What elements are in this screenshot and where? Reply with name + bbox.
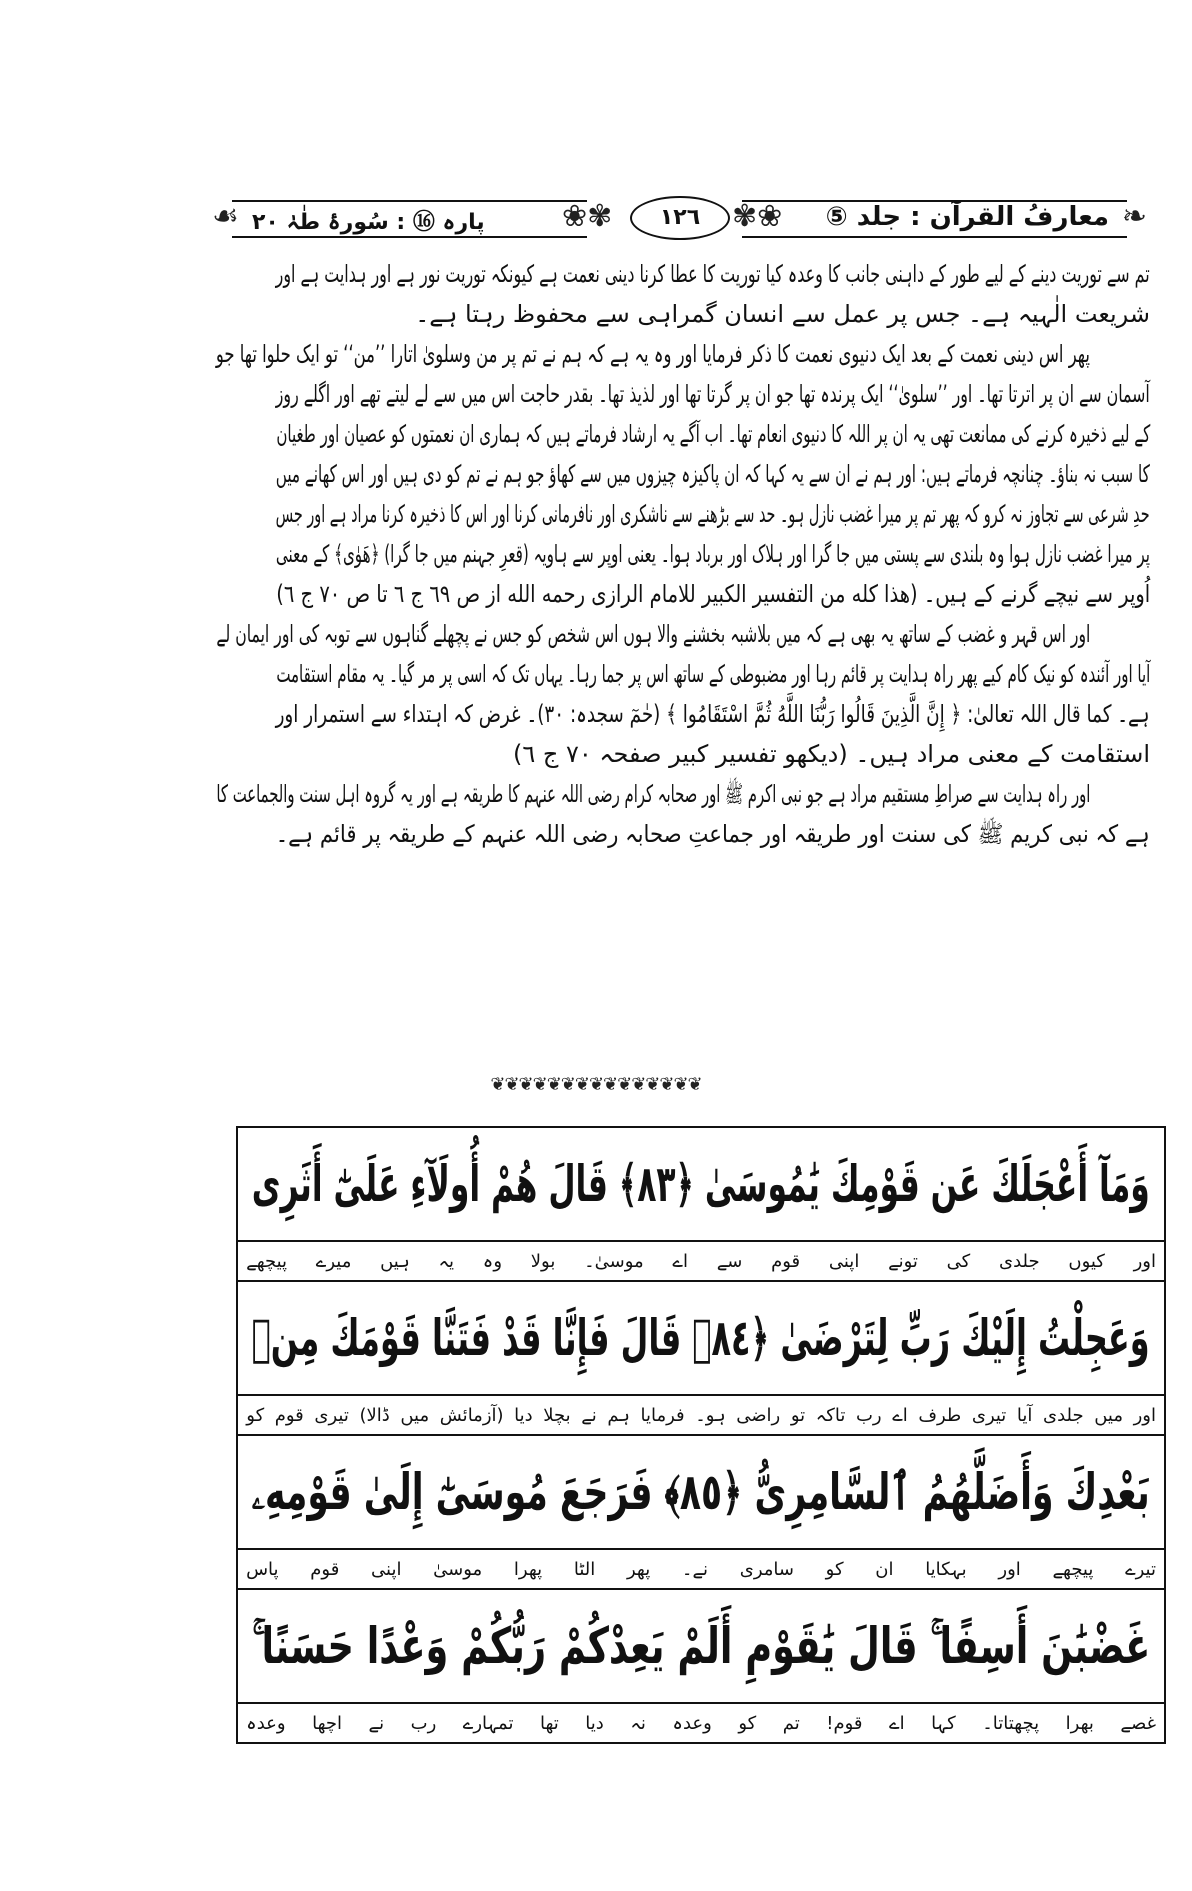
text-line: پھر اس دینی نعمت کے بعد ایک دنیوی نعمت کا ذکر فرمایا اور وہ یہ ہے کہ ہم نے تم پر من وسلویٰ اتارا ’’من‘‘ تو ایک حلوا تھا جو: [216, 340, 1090, 368]
translation-word: تھا: [539, 1712, 559, 1734]
book-title: معارفُ القرآن : جلد ⑤: [825, 202, 1109, 232]
translation-word: تم: [782, 1712, 800, 1734]
translation-word: تیرے: [1125, 1558, 1156, 1580]
arabesque-ornament-icon: ❀✾: [562, 199, 613, 234]
translation-row: [238, 1550, 1164, 1590]
translation-row: [238, 1396, 1164, 1436]
translation-word: موسیٰ: [433, 1558, 483, 1580]
para-surah-label: پارہ ⑯ : سُورۂ طٰہٰ ٢٠: [252, 210, 485, 235]
text-line: کے لیے ذخیرہ کرنے کی ممانعت تھی یہ ان پر اللہ کا دنیوی انعام تھا۔ اب آگے یہ ارشاد فرماتے ہیں کہ ہماری ان نعمتوں کو عصیان اور طغیان: [276, 420, 1150, 448]
translation-word: یہ: [438, 1250, 455, 1272]
translation-word: ان: [875, 1558, 894, 1580]
translation-word: نہ: [630, 1712, 646, 1734]
translation-word: (آزمائش: [439, 1404, 504, 1426]
translation-word: وعدہ: [246, 1712, 286, 1734]
translation-word: نے۔: [681, 1558, 709, 1580]
translation-word: فرمایا: [640, 1404, 685, 1426]
translation-word: میرے: [315, 1250, 352, 1272]
translation-word: وعدہ: [672, 1712, 712, 1734]
translation-word: پھر: [626, 1558, 651, 1580]
text-line: تم سے توریت دینے کے لیے طور کے داہنی جانب کا وعدہ کیا توریت کا عطا کرنا دینی نعمت ہے کیونکہ توریت نور ہے اور ہدایت ہے اور: [276, 260, 1150, 288]
translation-word: وہ: [482, 1250, 503, 1272]
arabesque-ornament-icon: ✾❀: [732, 199, 783, 234]
translation-word: اور: [1133, 1404, 1156, 1426]
translation-word: ہیں: [380, 1250, 410, 1272]
translation-word: قوم: [771, 1250, 801, 1272]
translation-word: غصے: [1120, 1712, 1156, 1734]
translation-word: الٹا: [573, 1558, 596, 1580]
page-header: [212, 196, 1147, 240]
translation-word: پیچھے: [1052, 1558, 1094, 1580]
translation-word: کی: [946, 1250, 971, 1272]
arabic-verse-row: غَضْبَٰنَ أَسِفًا ۚ قَالَ يَٰقَوْمِ أَلَمْ يَعِدْكُمْ رَبُّكُمْ وَعْدًا حَسَنًا ۚ: [238, 1590, 1164, 1704]
separator-ornament: ❦❦❦❦❦❦❦❦❦❦❦❦❦❦❦: [490, 1074, 702, 1095]
translation-word: قوم: [274, 1404, 304, 1426]
translation-word: میں: [1094, 1404, 1124, 1426]
text-line: ہے۔ کما قال اللہ تعالیٰ: ﴿ إِنَّ الَّذِينَ قَالُوا رَبُّنَا اللَّهُ ثُمَّ اسْتَقَامُوا ﴾ (حٰمٓ سجدہ: ٣٠)۔ غرض کہ اہتداء سے استمرار اور: [276, 700, 1150, 728]
translation-word: طرف: [918, 1404, 962, 1426]
translation-word: سامری: [739, 1558, 794, 1580]
translation-word: تونے: [888, 1250, 918, 1272]
translation-word: اپنی: [828, 1250, 860, 1272]
text-line: اور اس قہر و غضب کے ساتھ یہ بھی ہے کہ میں بلاشبہ بخشنے والا ہوں اس شخص کو جس نے پچھلے گناہوں سے توبہ کی اور ایمان لے: [216, 620, 1090, 648]
translation-word: دیا: [514, 1404, 533, 1426]
translation-word: میں: [400, 1404, 430, 1426]
translation-word: تیری: [971, 1404, 1007, 1426]
translation-word: اے: [672, 1250, 688, 1272]
translation-word: رب: [855, 1404, 882, 1426]
translation-row: [238, 1242, 1164, 1282]
translation-word: راضی: [736, 1404, 781, 1426]
corner-ornament-icon: ❧: [1121, 199, 1147, 234]
citation-line: اُوپر سے نیچے گرنے کے ہیں۔ (هذا كله من التفسير الكبير للامام الرازى رحمه الله از ص ٦٩ ج ٦ تا ص ٧٠ ج ٦): [276, 580, 1150, 608]
text-line: استقامت کے معنی مراد ہیں۔ (دیکھو تفسیر کبیر صفحہ ٧٠ ج ٦): [513, 740, 1150, 768]
arabic-verse-row: بَعْدِكَ وَأَضَلَّهُمُ ٱلسَّامِرِىُّ ﴿٨٥﴾ فَرَجَعَ مُوسَىٰٓ إِلَىٰ قَوْمِهِۦ: [238, 1436, 1164, 1550]
translation-word: تیری: [314, 1404, 349, 1426]
text-line: آسمان سے ان پر اترتا تھا۔ اور ’’سلویٰ‘‘ ایک پرندہ تھا جو ان پر گرتا تھا اور لذیذ تھا۔ بقدر حاجت اس میں سے لے لیتے تھے اور اگلے روز: [276, 380, 1150, 408]
translation-word: اے: [892, 1404, 908, 1426]
translation-word: دیا: [585, 1712, 604, 1734]
corner-ornament-icon: ☙: [212, 199, 239, 234]
translation-word: کہا: [931, 1712, 956, 1734]
translation-word: آیا: [1016, 1404, 1033, 1426]
translation-word: ہم: [607, 1404, 630, 1426]
translation-word: اور: [1133, 1250, 1156, 1272]
translation-word: سے: [716, 1250, 743, 1272]
translation-word: تاکہ: [815, 1404, 846, 1426]
translation-word: کو: [246, 1404, 265, 1426]
translation-word: قوم!: [826, 1712, 863, 1734]
page-number: ١٢٦: [630, 196, 730, 240]
translation-word: قوم: [310, 1558, 340, 1580]
arabic-verse-row: وَعَجِلْتُ إِلَيْكَ رَبِّ لِتَرْضَىٰ ﴿٨٤﴾ قَالَ فَإِنَّا قَدْ فَتَنَّا قَوْمَكَ مِنۢ: [238, 1282, 1164, 1396]
text-line: پر میرا غضب نازل ہوا وہ بلندی سے پستی میں جا گرا اور ہلاک اور برباد ہوا۔ یعنی اوپر سے ہاویہ (قعرِ جہنم میں جا گرا) ﴿هَوٰى﴾ کے معنی: [276, 540, 1150, 568]
translation-word: پھرا: [513, 1558, 543, 1580]
translation-word: نے: [368, 1712, 385, 1734]
quran-verses-table: [236, 1126, 1166, 1744]
text-line: اور راہ ہدایت سے صراطِ مستقیم مراد ہے جو نبی اکرم ﷺ اور صحابہ کرام رضی اللہ عنہم کا طریقہ ہے اور یہ گروہ اہل سنت والجماعت کا: [216, 780, 1090, 808]
translation-word: ڈالا): [359, 1404, 390, 1426]
text-line: حدِ شرعی سے تجاوز نہ کرو کہ پھر تم پر میرا غضب نازل ہو۔ حد سے بڑھنے سے ناشکری اور نافرمانی کرنا اور اس کا ذخیرہ کرنا مراد ہے اور جس: [276, 500, 1150, 528]
translation-word: جلدی: [1043, 1404, 1084, 1426]
commentary-text: [216, 254, 1150, 854]
translation-word: موسیٰ۔: [584, 1250, 644, 1272]
translation-word: بھرا: [1065, 1712, 1094, 1734]
translation-word: پچھتاتا۔: [982, 1712, 1040, 1734]
translation-word: بہکایا: [925, 1558, 967, 1580]
translation-word: نے: [581, 1404, 597, 1426]
arabic-verse-row: وَمَآ أَعْجَلَكَ عَن قَوْمِكَ يَٰمُوسَىٰ ﴿٨٣﴾ قَالَ هُمْ أُولَآءِ عَلَىٰٓ أَثَرِى: [238, 1128, 1164, 1242]
translation-word: پاس: [246, 1558, 279, 1580]
translation-word: پیچھے: [246, 1250, 288, 1272]
translation-word: اے: [889, 1712, 905, 1734]
translation-word: اپنی: [371, 1558, 402, 1580]
text-line: ہے کہ نبی کریم ﷺ کی سنت اور طریقہ اور جماعتِ صحابہ رضی اللہ عنہم کے طریقہ پر قائم ہے۔: [276, 820, 1150, 848]
translation-row: [238, 1704, 1164, 1742]
translation-word: ہو۔: [695, 1404, 726, 1426]
translation-word: کیوں: [1068, 1250, 1105, 1272]
translation-word: رب: [410, 1712, 437, 1734]
text-line: آیا اور آئندہ کو نیک کام کیے پھر راہ ہدایت پر قائم رہا اور مضبوطی کے ساتھ اس پر جما رہا۔ یہاں تک کہ اسی پر مر گیا۔ یہ مقام استقامت: [276, 660, 1150, 688]
translation-word: اور: [998, 1558, 1021, 1580]
translation-word: تو: [790, 1404, 806, 1426]
translation-word: اچھا: [312, 1712, 343, 1734]
translation-word: بچلا: [543, 1404, 571, 1426]
translation-word: کو: [738, 1712, 757, 1734]
text-line: کا سبب نہ بناؤ۔ چنانچہ فرماتے ہیں: اور ہم نے ان سے یہ کہا کہ ان پاکیزہ چیزوں میں سے کھاؤ جو ہم نے تم کو دی ہیں اور اس کھانے میں: [276, 460, 1150, 488]
translation-word: جلدی: [998, 1250, 1040, 1272]
text-line: شریعت الٰہیہ ہے۔ جس پر عمل سے انسان گمراہی سے محفوظ رہتا ہے۔: [415, 300, 1150, 328]
translation-word: بولا: [530, 1250, 556, 1272]
translation-word: کو: [825, 1558, 844, 1580]
translation-word: تمہارے: [462, 1712, 514, 1734]
